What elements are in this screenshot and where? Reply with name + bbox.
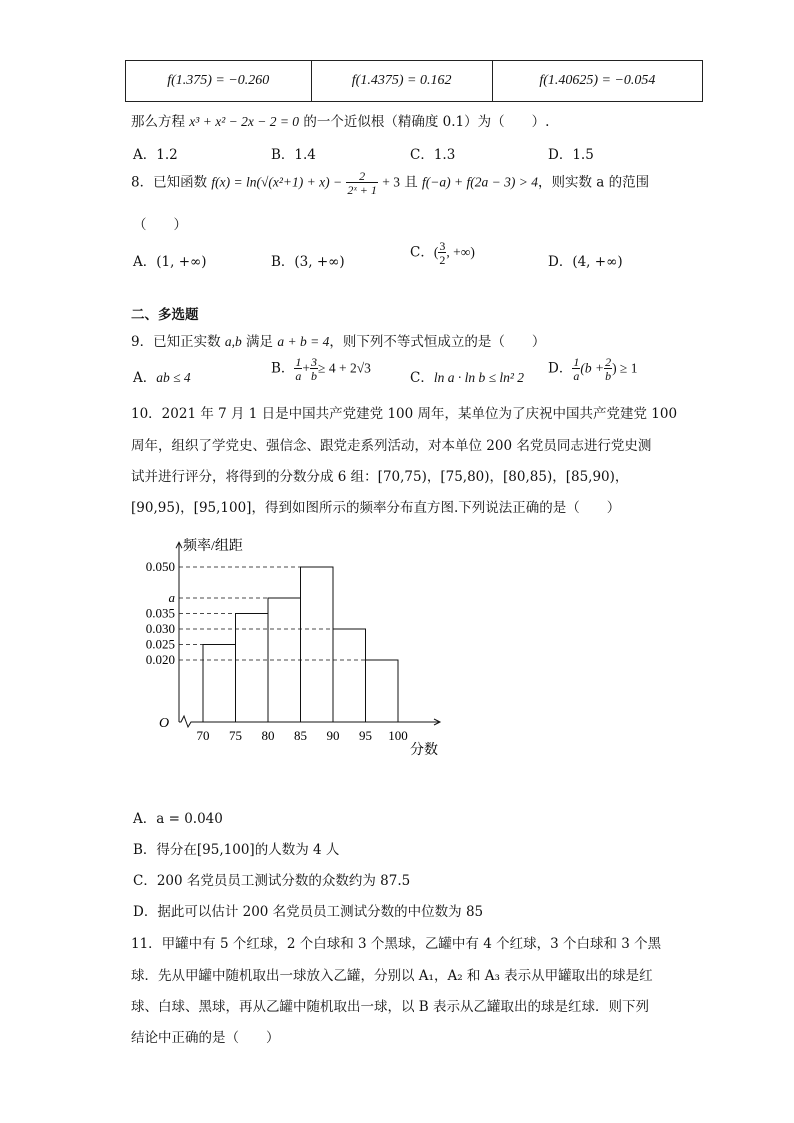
x-tick-label: 90 [326,728,340,743]
q10-line: 试并进行评分，将得到的分数分成 6 组：[70,75)，[75,80)，[80,85)，[85,90)， [131,469,629,485]
q8-fraction: $\frac{2}{\text{2ˣ + 1}}$ [347,169,377,197]
q10-option-a: A．a = 0.040 [133,811,223,827]
histogram-bar [333,629,366,722]
x-tick-label: 70 [196,728,210,743]
q7-option-b: B．1.4 [271,147,316,163]
q8-stem: 8．已知函数 f(x) = ln(√(x²+1) + x) − $\frac{2}{\text{2ˣ + 1}}$ + 3 且 f(−a) + f(2a − 3) > 4，则实数 a 的范围 [131,169,650,197]
q7-stem: 那么方程 x³ + x² − 2x − 2 = 0 的一个近似根（精确度 0.1）为（ ）. [131,114,550,130]
y-tick-label: 0.050 [145,559,175,574]
q8-option-a: A．(1, +∞) [133,254,207,270]
q11-line: 结论中正确的是（ ） [131,1030,280,1046]
table-cell: f(1.375) = −0.260 [126,61,312,102]
x-axis-label: 分数 [410,743,438,758]
y-axis-label: 频率/组距 [183,539,243,555]
q10-option-b: B．得分在[95,100]的人数为 4 人 [133,842,340,858]
value-table [125,60,703,102]
x-tick-label: 100 [388,728,408,743]
histogram-bar [203,645,236,723]
q8-option-c: C．( $\frac{3}{2}$ , +∞) [410,239,475,267]
histogram-bar [236,614,269,723]
y-tick-label: a [168,590,175,605]
y-tick-label: 0.035 [145,605,175,621]
origin-label: O [159,716,170,731]
q9-option-b: B． $\frac{1}{a}$ + $\frac{3}{b}$ ≥ 4 + 2√3 [271,355,371,383]
q10-line: [90,95)，[95,100]，得到如图所示的频率分布直方图.下列说法正确的是（ ） [131,500,621,516]
q10-line: 10．2021 年 7 月 1 日是中国共产党建党 100 周年，某单位为了庆祝中国共产党建党 100 [131,406,678,422]
x-tick-label: 85 [294,728,307,743]
q11-line: 11．甲罐中有 5 个红球，2 个白球和 3 个黑球，乙罐中有 4 个红球，3 个白球和 3 个黑 [131,936,662,952]
q8-paren: （ ） [133,217,187,233]
x-tick-label: 95 [359,728,372,743]
q9-option-a: A．ab ≤ 4 [133,370,191,386]
q11-line: 球、白球、黑球，再从乙罐中随机取出一球，以 B 表示从乙罐取出的球是红球．则下列 [131,999,650,1015]
x-tick-label: 75 [229,728,242,743]
y-tick-label: 0.025 [145,636,175,652]
q10-line: 周年，组织了学党史、强信念、跟党走系列活动，对本单位 200 名党员同志进行党史测 [131,438,652,454]
histogram-bar [366,660,399,722]
q11-line: 球．先从甲罐中随机取出一球放入乙罐，分别以 A₁，A₂ 和 A₃ 表示从甲罐取出的球是红 [131,968,653,984]
q8-option-d: D．(4, +∞) [548,254,623,270]
q7-option-a: A．1.2 [133,147,178,163]
q9-stem: 9．已知正实数 a,b 满足 a + b = 4，则下列不等式恒成立的是（ ） [131,334,546,350]
table-cell: f(1.40625) = −0.054 [492,61,702,102]
q7-option-c: C．1.3 [410,147,456,163]
q10-option-c: C．200 名党员员工测试分数的众数约为 87.5 [133,873,411,889]
q10-option-d: D．据此可以估计 200 名党员员工测试分数的中位数为 85 [133,904,484,920]
q9-option-c: C．ln a · ln b ≤ ln² 2 [410,370,525,386]
section-title: 二、多选题 [131,307,199,323]
table-cell: f(1.4375) = 0.162 [311,61,492,102]
histogram-bar [301,567,334,722]
y-tick-label: 0.030 [145,621,175,636]
q8-option-b: B．(3, +∞) [271,254,345,270]
q7-equation: x³ + x² − 2x − 2 = 0 [189,114,300,129]
q9-option-d: D． $\frac{1}{a}$ (b + $\frac{2}{b}$ ) ≥ 1 [548,355,638,383]
q7-option-d: D．1.5 [548,147,594,163]
y-tick-label: 0.020 [145,652,175,667]
histogram-chart [125,520,485,765]
x-tick-label: 80 [261,728,275,743]
